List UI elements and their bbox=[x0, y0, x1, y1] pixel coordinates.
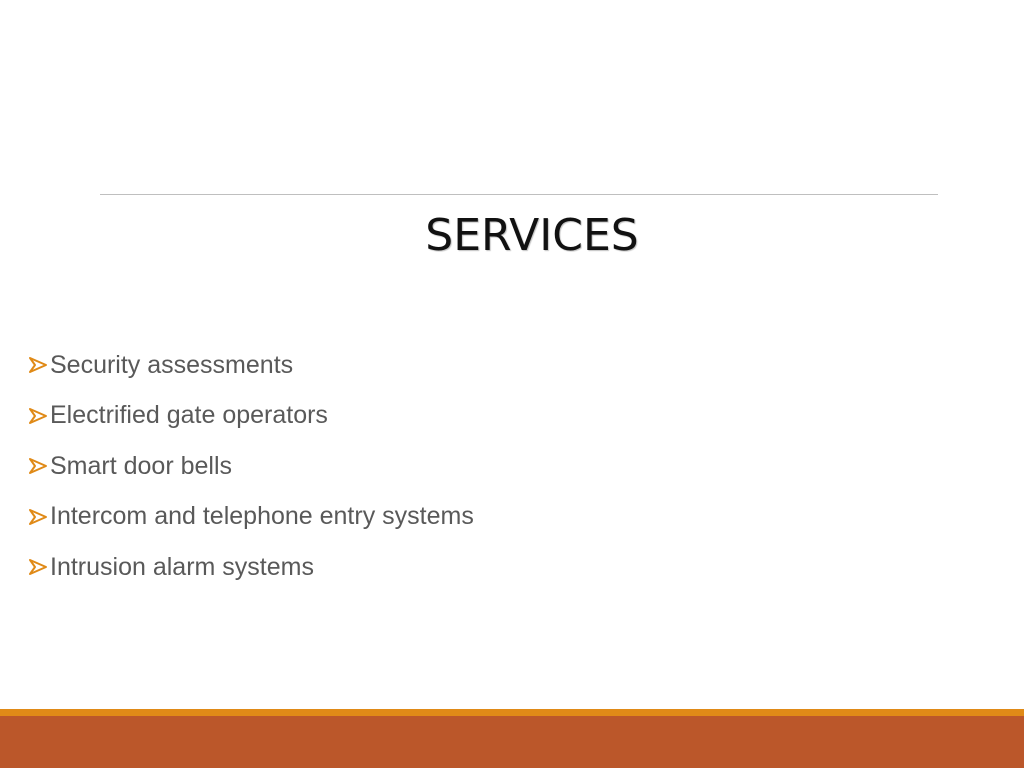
list-item-label: Intrusion alarm systems bbox=[50, 552, 314, 581]
arrow-bullet-icon bbox=[28, 507, 48, 527]
list-item-label: Electrified gate operators bbox=[50, 401, 328, 430]
list-item bbox=[28, 441, 474, 492]
arrow-bullet-icon bbox=[28, 456, 48, 476]
bottom-accent-stripe bbox=[0, 709, 1024, 716]
services-list bbox=[28, 340, 474, 593]
title-area bbox=[0, 208, 1024, 264]
list-item-label: Security assessments bbox=[50, 350, 294, 379]
list-item bbox=[28, 492, 474, 543]
list-item bbox=[28, 340, 474, 391]
slide-title bbox=[425, 208, 638, 264]
arrow-bullet-icon bbox=[28, 406, 48, 426]
list-item bbox=[28, 542, 474, 593]
title-divider bbox=[100, 194, 938, 195]
bottom-band bbox=[0, 716, 1024, 768]
list-item-label: Intercom and telephone entry systems bbox=[50, 502, 474, 531]
arrow-bullet-icon bbox=[28, 355, 48, 375]
list-item bbox=[28, 391, 474, 442]
arrow-bullet-icon bbox=[28, 557, 48, 577]
slide-title-text: SERVICES bbox=[425, 210, 639, 261]
list-item-label: Smart door bells bbox=[50, 451, 233, 480]
